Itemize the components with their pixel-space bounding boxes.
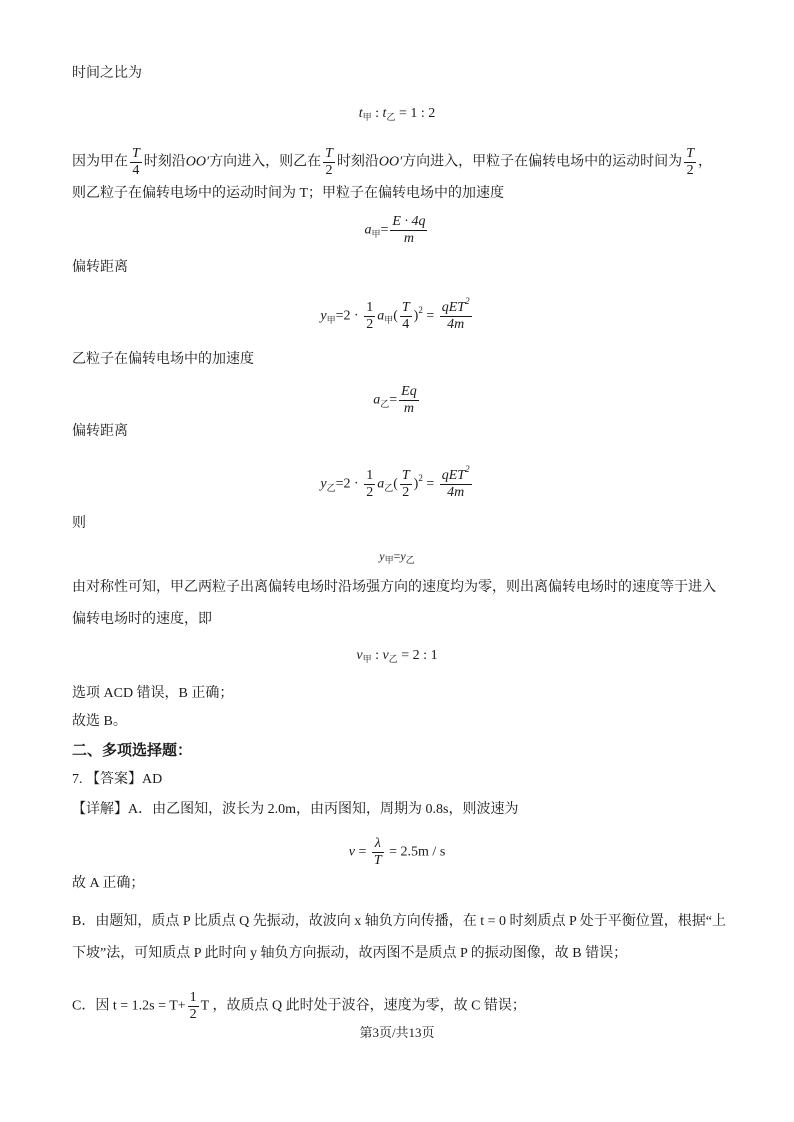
section-heading: 二、多项选择题： (72, 741, 193, 759)
equation-velocity-ratio: $v_甲$ : $v_乙 = 2$ : 1 (356, 648, 438, 664)
text-line: 故 A 正确； (72, 876, 145, 891)
text-line: 偏转距离 (72, 424, 128, 439)
equation-equal-deflection: $y_甲=y_乙$ (379, 549, 415, 565)
equation-deflect-yi: $y_乙=2$ · $\frac{1}{2}$ $a_乙$( $\frac{T}{2}$ )$^2$ = $\frac{qET^2}{4m}$ (320, 464, 470, 500)
equation-deflect-jia: $y_甲=2$ · $\frac{1}{2}$ $a_甲$( $\frac{T}{4}$ )$^2$ = $\frac{qET^2}{4m}$ (320, 296, 470, 332)
text-line: 则 (72, 516, 86, 531)
equation-accel-jia: $a_甲=$ $\frac{E \cdot 4q}{m}$ (364, 214, 426, 246)
text-line: 【详解】A．由乙图知，波长为 2.0m，由丙图知，周期为 0.8s，则波速为 (72, 802, 519, 817)
text-line: 时间之比为 (72, 66, 142, 81)
page-footer: 第3页/共13页 (359, 1025, 435, 1040)
text-line: 选项 ACD 错误，B 正确； (72, 686, 234, 701)
equation-time-ratio: $t_甲$ : $t_乙 = 1$ : 2 (358, 106, 436, 122)
text-line: 7. 【答案】AD (72, 772, 163, 787)
text-line: B．由题知，质点 P 比质点 Q 先振动，故波向 x 轴负方向传播，在 t = 0 时刻质点 P 处于平衡位置，根据“上 (72, 914, 726, 929)
text-line: C．因 t = 1.2s = T+ $\frac{1}{2}$ T ，故质点 Q 此时处于波谷，速度为零，故 C 错误； (72, 990, 526, 1022)
text-line: 故选 B。 (72, 714, 127, 729)
text-line: 偏转电场时的速度，即 (72, 612, 212, 627)
equation-wave-speed: v = $\frac{\lambda}{T}$ = 2.5m / s (348, 836, 446, 868)
equation-accel-yi: $a_乙=$ $\frac{Eq}{m}$ (373, 384, 417, 416)
text-line: 乙粒子在偏转电场中的加速度 (72, 352, 254, 367)
text-line: 则乙粒子在偏转电场中的运动时间为 T；甲粒子在偏转电场中的加速度 (72, 186, 505, 201)
text-line: 下坡”法，可知质点 P 此时向 y 轴负方向振动，故丙图不是质点 P 的振动图像，故 B 错误； (72, 946, 628, 961)
text-line: 偏转距离 (72, 260, 128, 275)
text-line: 因为甲在 $\frac{T}{4}$ 时刻沿OO′方向进入，则乙在 $\frac{T}{2}$ 时刻沿OO′方向进入，甲粒子在偏转电场中的运动时间为 $\frac{T}{2}$ ， (72, 146, 712, 178)
text-line: 由对称性可知，甲乙两粒子出离偏转电场时沿场强方向的速度均为零，则出离偏转电场时的速度等于进入 (72, 580, 716, 595)
